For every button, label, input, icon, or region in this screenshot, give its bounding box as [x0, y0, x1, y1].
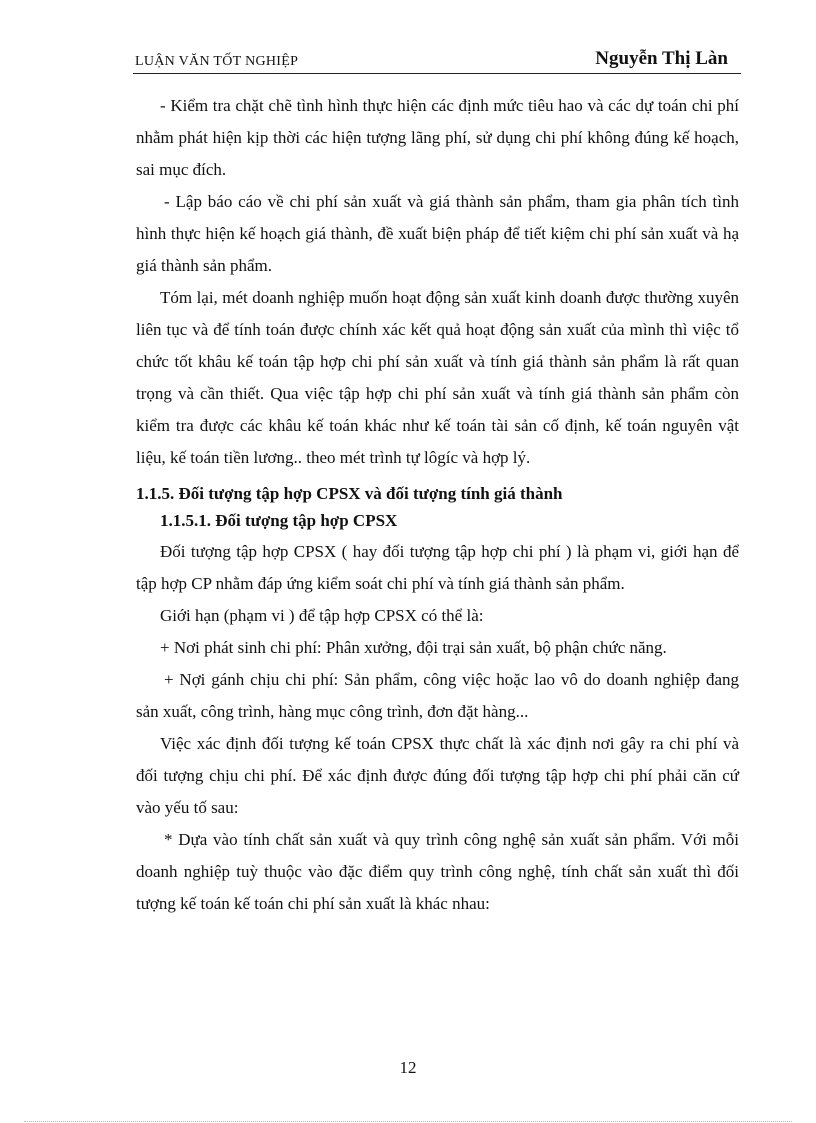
- page-number: 12: [399, 1058, 417, 1077]
- paragraph-2: - Lập báo cáo về chi phí sản xuất và giá thành sản phẩm, tham gia phân tích tình hình thực hiện kế hoạch giá thành, đề xuất biện pháp để tiết kiệm chi phí sản xuất và hạ giá thành sản phẩm.: [136, 192, 739, 275]
- paragraph-9: * Dựa vào tính chất sản xuất và quy trình công nghệ sản xuất sản phẩm. Với mỗi doanh nghiệp tuỳ thuộc vào đặc điểm quy trình công nghệ, tính chất sản xuất thì đối tượng kế toán kế toán chi phí sản xuất là khác nhau:: [136, 830, 739, 913]
- subsection-heading: 1.1.5.1. Đối tượng tập hợp CPSX: [160, 511, 398, 530]
- paragraph-6: + Nơi phát sinh chi phí: Phân xưởng, đội trại sản xuất, bộ phận chức năng.: [160, 638, 667, 657]
- paragraph-3: Tóm lại, mét doanh nghiệp muốn hoạt động sản xuất kinh doanh được thường xuyên liên tục và để tính toán được chính xác kết quả hoạt động sản xuất của mình thì việc tổ chức tốt khâu kế toán tập hợp chi phí sản xuất và tính giá thành sản phẩm là rất quan trọng và cần thiết. Qua việc tập hợp chi phí sản xuất và tính giá thành sản phẩm còn kiểm tra được các khâu kế toán khác như kế toán tài sản cố định, kế toán nguyên vật liệu, kế toán tiền lương.. theo mét trình tự lôgíc và hợp lý.: [136, 288, 739, 467]
- paragraph-1: - Kiểm tra chặt chẽ tình hình thực hiện các định mức tiêu hao và các dự toán chi phí nhằm phát hiện kịp thời các hiện tượng lãng phí, sử dụng chi phí không đúng kế hoạch, sai mục đích.: [136, 96, 739, 179]
- section-heading: 1.1.5. Đối tượng tập hợp CPSX và đối tượng tính giá thành: [136, 484, 563, 503]
- header-thesis-label: LUẬN VĂN TỐT NGHIỆP: [135, 54, 299, 69]
- paragraph-8: Việc xác định đối tượng kế toán CPSX thực chất là xác định nơi gây ra chi phí và đối tượng chịu chi phí. Để xác định được đúng đối tượng tập hợp chi phí phải căn cứ vào yếu tố sau:: [136, 734, 739, 817]
- paragraph-4: Đối tượng tập hợp CPSX ( hay đối tượng tập hợp chi phí ) là phạm vi, giới hạn để tập hợp CP nhằm đáp ứng kiểm soát chi phí và tính giá thành sản phẩm.: [136, 542, 739, 593]
- paragraph-5: Giới hạn (phạm vi ) để tập hợp CPSX có thể là:: [160, 606, 484, 625]
- header-author-name: Nguyễn Thị Làn: [595, 48, 728, 69]
- footer-divider: [24, 1121, 792, 1122]
- page-body: [136, 90, 739, 920]
- header-divider: [133, 73, 741, 74]
- paragraph-7: + Nợi gánh chịu chi phí: Sản phẩm, công việc hoặc lao vô do doanh nghiệp đang sản xuất, công trình, hàng mục công trình, đơn đặt hàng...: [136, 670, 739, 721]
